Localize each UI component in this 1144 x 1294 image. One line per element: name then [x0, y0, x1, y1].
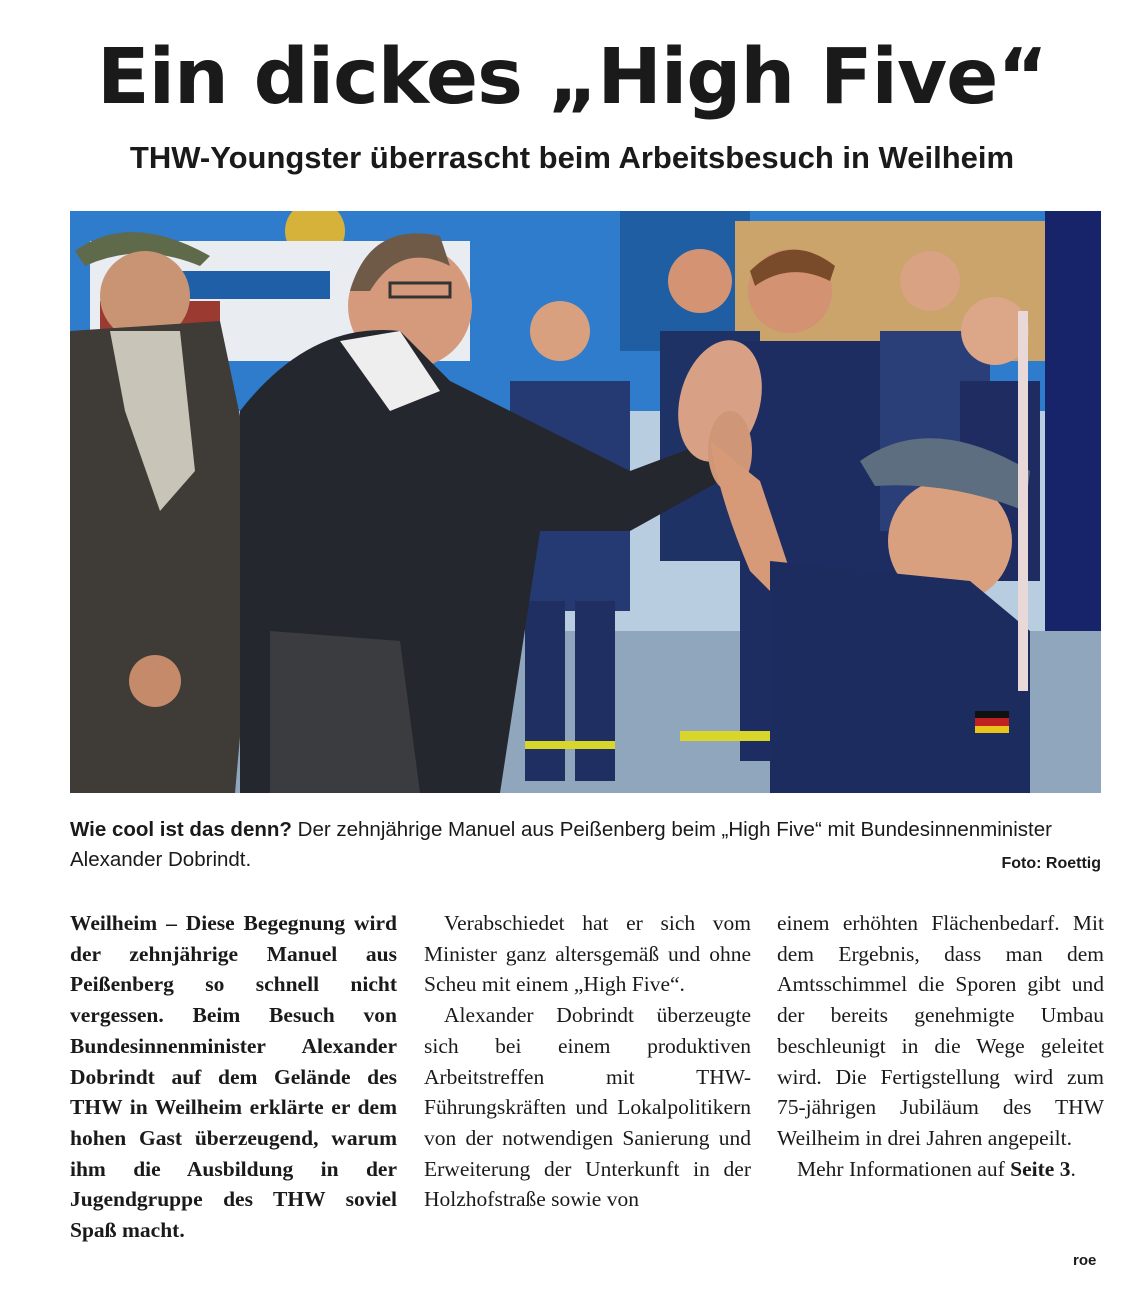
subheadline: THW-Youngster überrascht beim Arbeitsbesuch in Weilheim — [129, 140, 1015, 175]
page-reference-link[interactable]: Seite 3 — [1010, 1156, 1071, 1181]
sentence-end: . — [1070, 1156, 1076, 1181]
headline: Ein dickes „High Five“ — [97, 33, 1047, 122]
article-column-3 — [777, 908, 1104, 1184]
more-info-text: Mehr Informationen auf — [797, 1156, 1011, 1181]
body-paragraph: Alexander Dobrindt überzeugte sich bei einem produktiven Arbeitstreffen mit THW-Führungskräften und Lokalpolitikern von der notwendigen Sanierung und Erweiterung der Unterkunft in der Holzhofstraße sowie von — [424, 1003, 751, 1212]
article-column-2 — [424, 908, 751, 1215]
lead-paragraph: Weilheim – Diese Begegnung wird der zehnjährige Manuel aus Peißenberg so schnell nicht vergessen. Beim Besuch von Bundesinnenminister Alexander Dobrindt auf dem Gelände des THW in Weilheim erklärte er dem hohen Gast überzeugend, warum ihm die Ausbildung in der Jugendgruppe des THW soviel Spaß macht. — [70, 911, 397, 1243]
photo-caption — [70, 815, 1101, 875]
body-paragraph: Verabschiedet hat er sich vom Minister ganz altersgemäß und ohne Scheu mit einem „High Five“. — [424, 911, 751, 997]
caption-lead: Wie cool ist das denn? — [70, 818, 292, 841]
article-photo — [70, 211, 1101, 793]
article-column-1 — [70, 908, 397, 1246]
body-paragraph: einem erhöhten Flächenbedarf. Mit dem Ergebnis, dass man dem Amtsschimmel die Sporen gibt und der bereits genehmigte Umbau beschleunigt in die Wege geleitet wird. Die Fertigstellung wird zum 75-jährigen Jubiläum des THW Weilheim in drei Jahren angepeilt. — [777, 911, 1104, 1150]
photo-credit: Foto: Roettig — [1001, 855, 1101, 872]
more-info-paragraph — [777, 1154, 1104, 1185]
author-initials: roe — [1073, 1252, 1097, 1269]
caption-text: Der zehnjährige Manuel aus Peißenberg beim „High Five“ mit Bundesinnenminister Alexander Dobrindt. — [70, 818, 1052, 871]
